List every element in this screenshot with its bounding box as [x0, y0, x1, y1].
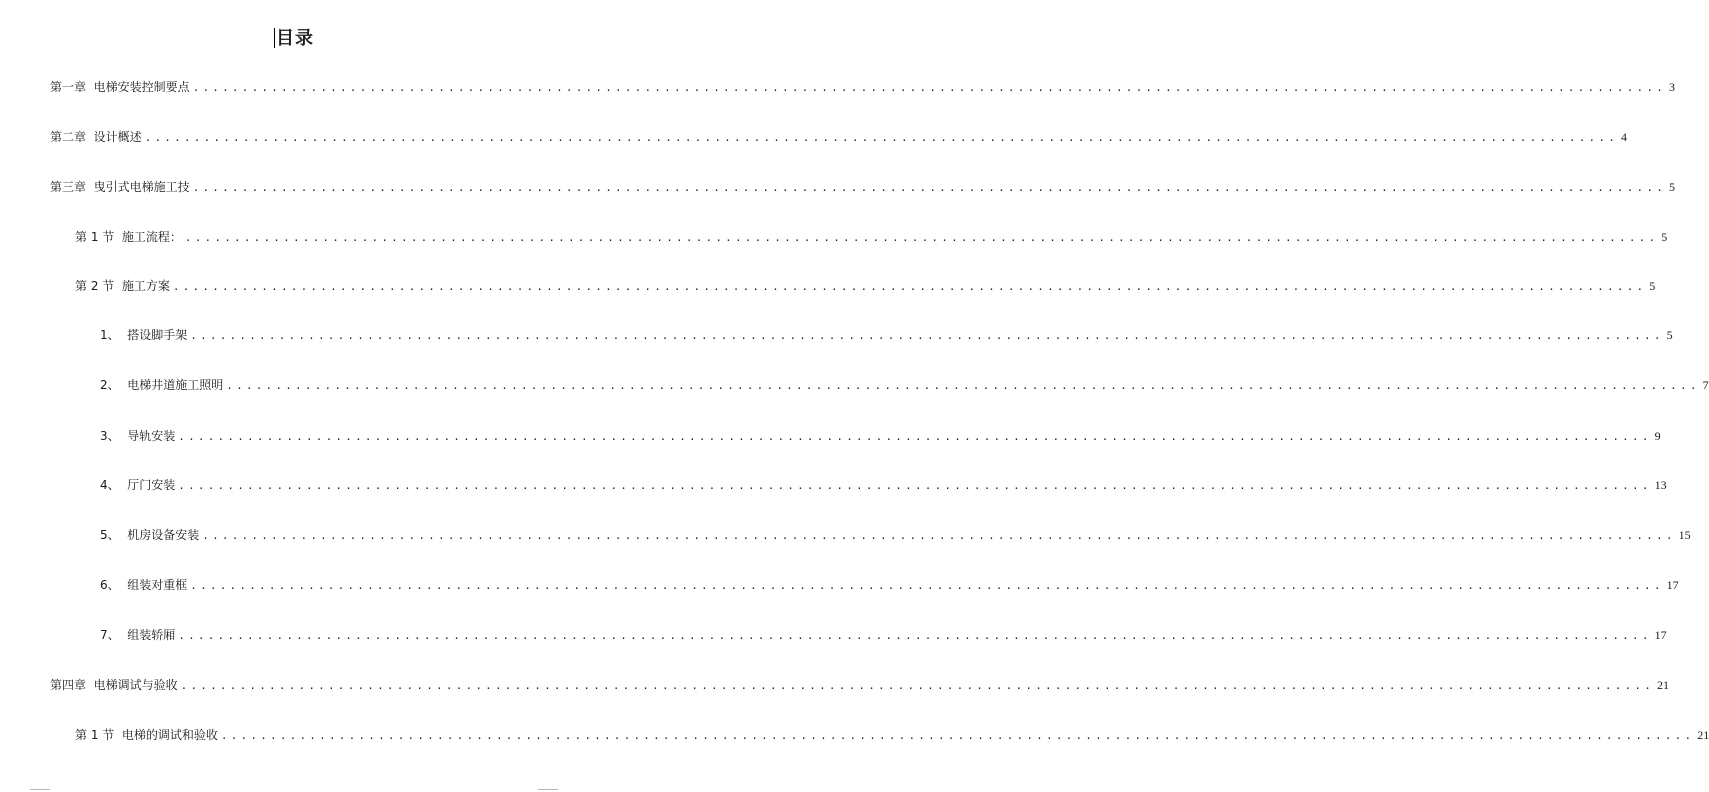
toc-entry-label: 第一章 电梯安装控制要点: [50, 80, 190, 94]
toc-entry[interactable]: [100, 377, 1709, 393]
dot-leader: ......................................................................................................................................................: [144, 131, 1619, 144]
toc-entry-page: 5: [1649, 279, 1656, 293]
toc-entry-page: 17: [1654, 628, 1667, 642]
toc-entry-page: 3: [1669, 80, 1676, 94]
toc-entry[interactable]: [100, 477, 1667, 493]
dot-leader: ......................................................................................................................................................: [178, 430, 1652, 443]
toc-entry[interactable]: [100, 627, 1667, 643]
toc-entry-page: 9: [1654, 429, 1661, 443]
toc-entry[interactable]: [50, 129, 1628, 145]
toc-entry-label: 3、 导轨安装: [100, 429, 176, 443]
toc-entry[interactable]: [75, 229, 1668, 245]
toc-entry-label: 7、 组装轿厢: [100, 628, 176, 642]
dot-leader: ......................................................................................................................................................: [178, 479, 1652, 492]
toc-entry-page: 15: [1678, 528, 1691, 542]
toc-entry[interactable]: [100, 327, 1673, 343]
toc-entry-label: 4、 厅门安装: [100, 478, 176, 492]
toc-entry-page: 5: [1661, 230, 1668, 244]
dot-leader: ......................................................................................................................................................: [172, 280, 1647, 293]
toc-entry-label: 第 1 节 电梯的调试和验收: [75, 728, 218, 742]
toc-entry[interactable]: [50, 179, 1676, 195]
dot-leader: ......................................................................................................................................................: [178, 629, 1652, 642]
toc-entry-page: 17: [1666, 578, 1679, 592]
toc-entry-page: 5: [1666, 328, 1673, 342]
dot-leader: ......................................................................................................................................................: [202, 529, 1676, 542]
toc-entry-page: 4: [1621, 130, 1628, 144]
toc-entry-label: 1、 搭设脚手架: [100, 328, 188, 342]
toc-entry[interactable]: [75, 727, 1709, 743]
toc-title-text: 目录: [276, 28, 314, 49]
toc-entry[interactable]: [50, 677, 1670, 693]
toc-entry-label: 5、 机房设备安装: [100, 528, 200, 542]
dot-leader: ......................................................................................................................................................: [184, 231, 1659, 244]
dot-leader: ......................................................................................................................................................: [192, 81, 1667, 94]
toc-entry-label: 第四章 电梯调试与验收: [50, 678, 178, 692]
toc-entry[interactable]: [100, 527, 1691, 543]
dot-leader: ......................................................................................................................................................: [220, 729, 1695, 742]
toc-entry-label: 第三章 曳引式电梯施工技: [50, 180, 190, 194]
dot-leader: ......................................................................................................................................................: [192, 181, 1667, 194]
dot-leader: ......................................................................................................................................................: [190, 579, 1664, 592]
text-cursor: [274, 28, 275, 48]
toc-entry-label: 第 2 节 施工方案: [75, 279, 170, 293]
toc-entry-label: 2、 电梯井道施工照明: [100, 378, 224, 392]
toc-entry-label: 第 1 节 施工流程：: [75, 230, 182, 244]
toc-title: [0, 24, 588, 50]
toc-entry-page: 7: [1702, 378, 1709, 392]
dot-leader: ......................................................................................................................................................: [226, 379, 1700, 392]
page-corner-mark-left: [30, 789, 50, 790]
toc-entry-page: 21: [1697, 728, 1709, 742]
toc-entry-label: 6、 组装对重框: [100, 578, 188, 592]
toc-entry[interactable]: [100, 577, 1679, 593]
dot-leader: ......................................................................................................................................................: [190, 329, 1664, 342]
toc-entry[interactable]: [100, 428, 1661, 444]
toc-entry[interactable]: [75, 278, 1656, 294]
toc-entry[interactable]: [50, 79, 1676, 95]
toc-entry-page: 13: [1654, 478, 1667, 492]
page-corner-mark-right: [538, 789, 558, 790]
toc-entry-label: 第二章 设计概述: [50, 130, 142, 144]
toc-entry-page: 5: [1669, 180, 1676, 194]
toc-entry-page: 21: [1657, 678, 1670, 692]
dot-leader: ......................................................................................................................................................: [180, 679, 1655, 692]
